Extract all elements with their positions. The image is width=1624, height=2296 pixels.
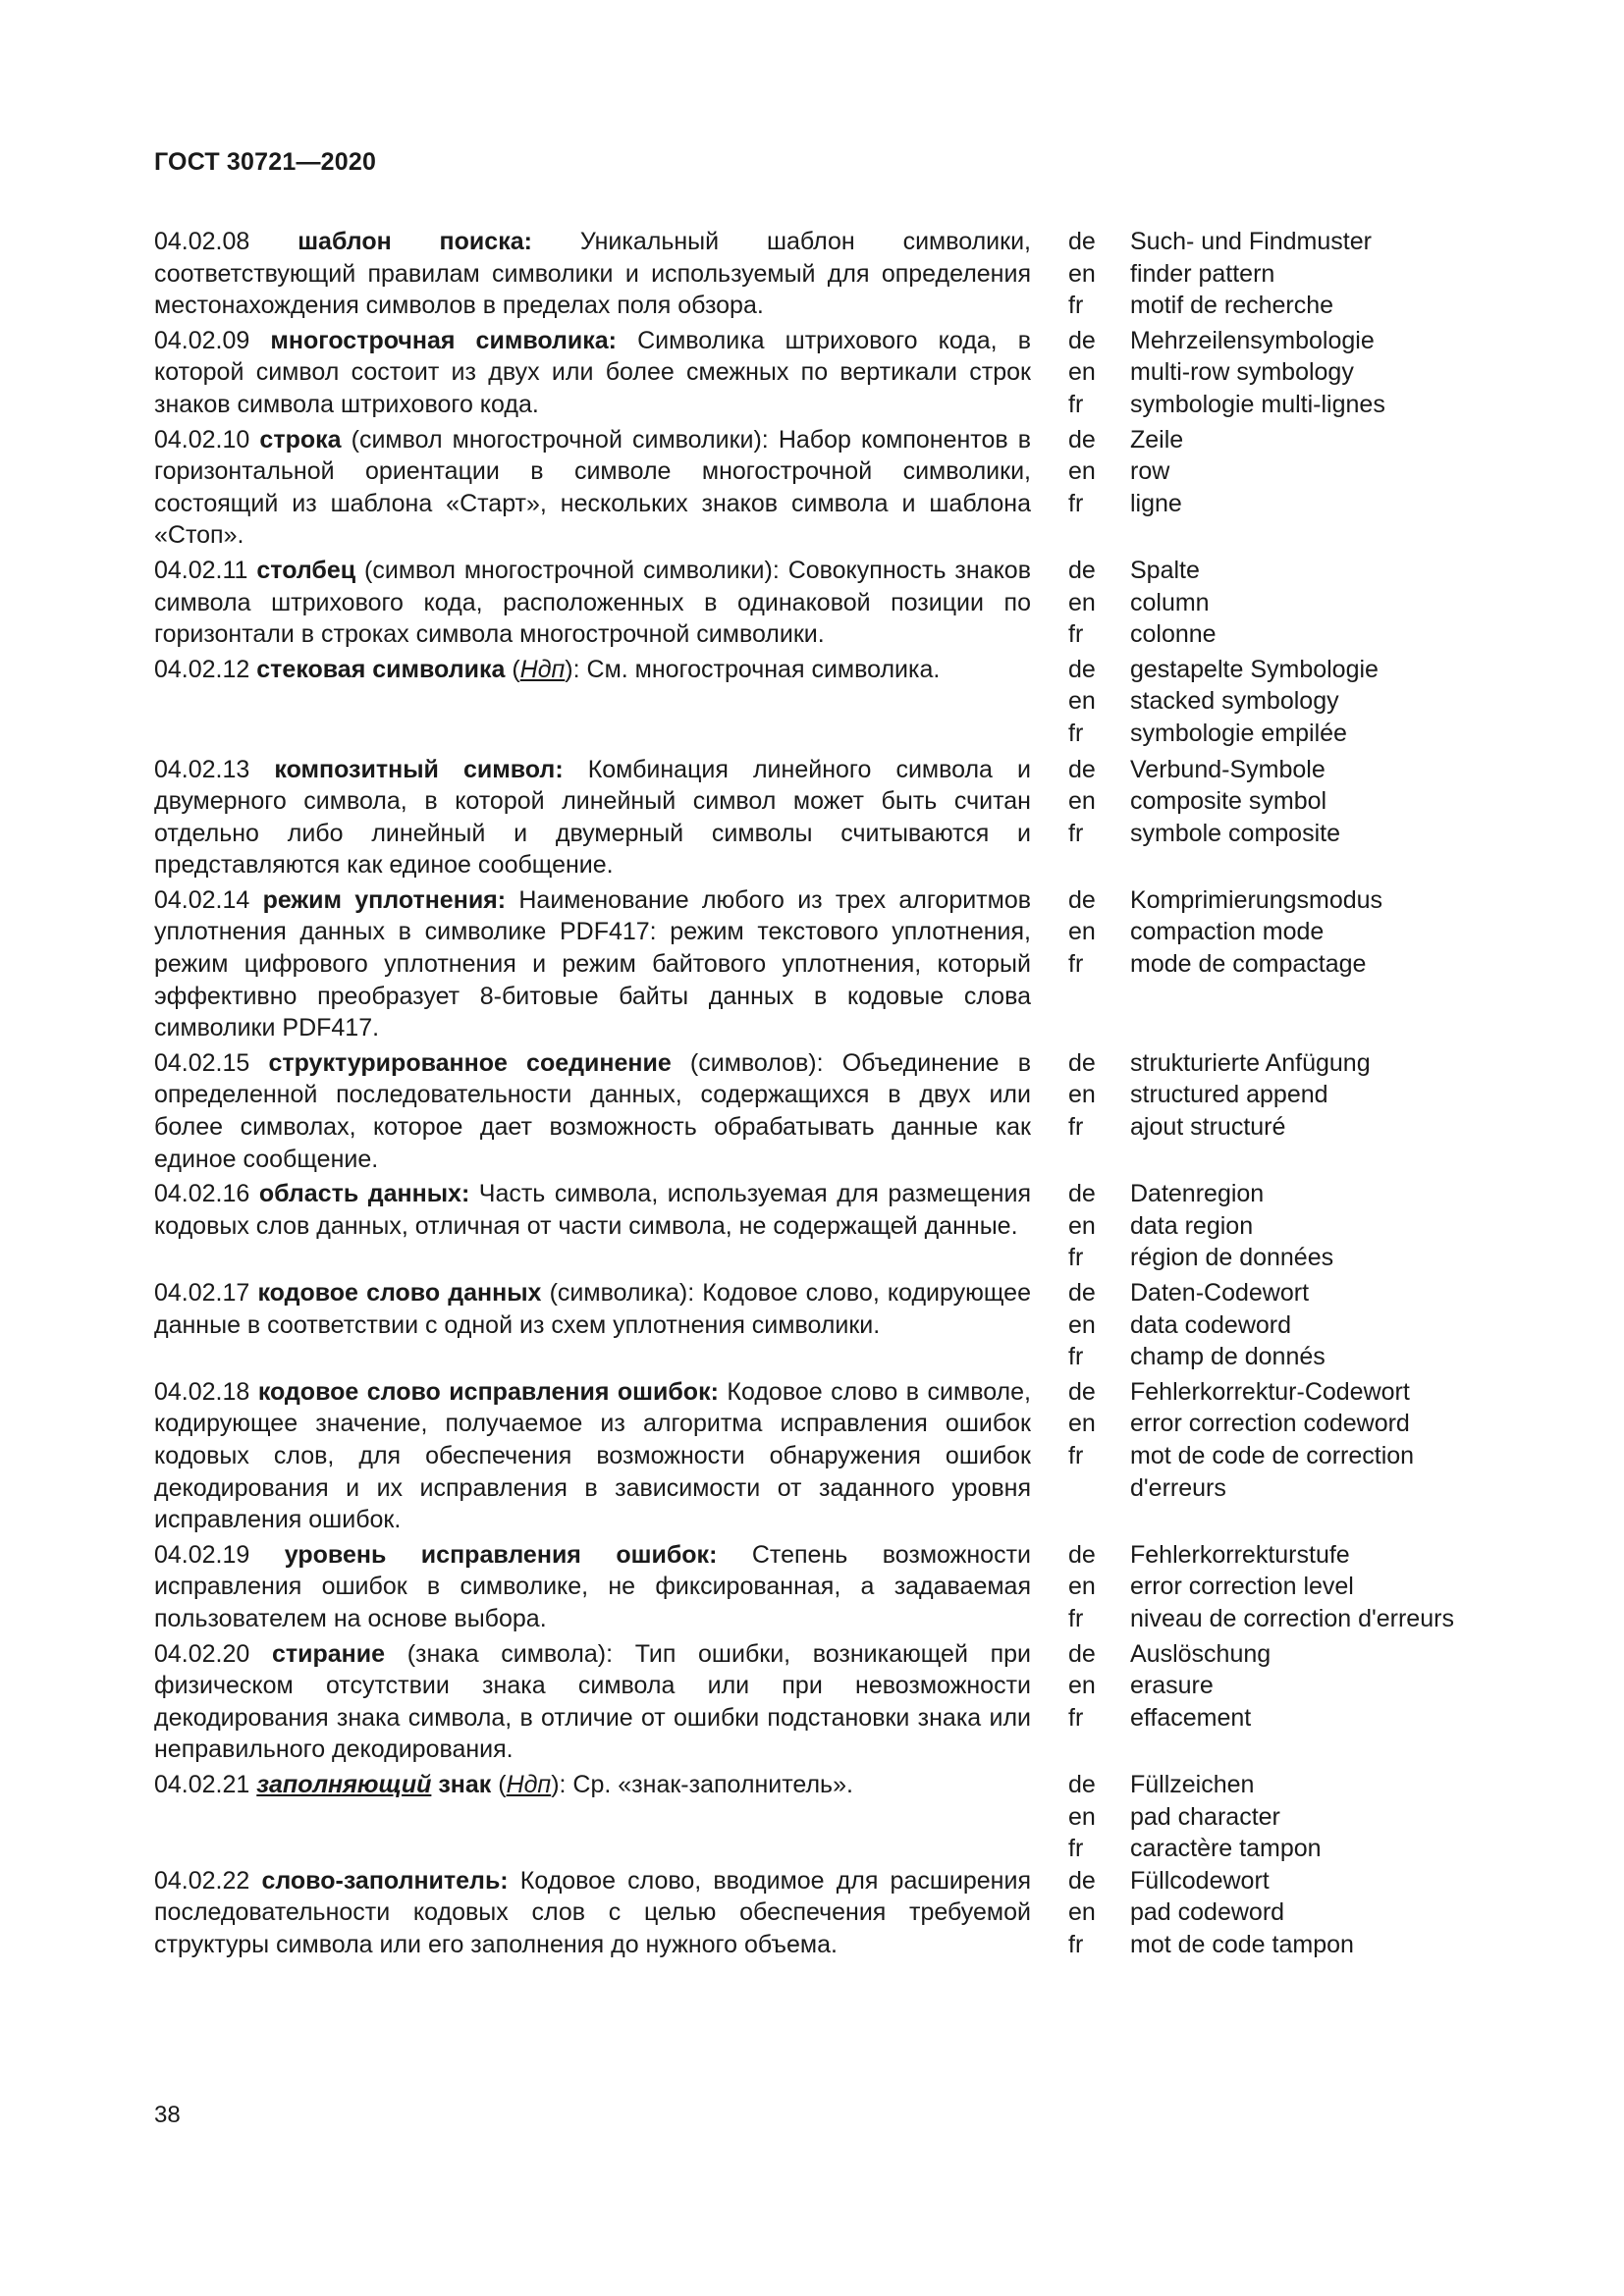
term-definition [154,1277,1031,1373]
term-entry [154,1865,1470,1961]
term-entry [154,226,1470,322]
term-en: multi-row symbology [1130,358,1354,387]
lang-code: en [1068,358,1096,387]
lang-code: fr [1068,1604,1084,1632]
lang-code: fr [1068,292,1084,320]
lang-code: de [1068,1048,1096,1077]
lang-code: en [1068,457,1096,486]
lang-code: en [1068,1211,1096,1240]
lang-code: de [1068,655,1096,683]
term-fr: motif de recherche [1130,292,1334,320]
term-number: 04.02.17 [154,1279,258,1307]
lang-code: de [1068,1377,1096,1406]
definition-text: (символика): Кодовое слово, кодирующее данные в соответствии с одной из схем уплотнения символики. [154,1279,1031,1339]
term-entry [154,884,1470,1044]
equivalents [1068,325,1470,421]
term-fr: mot de code de correction d'erreurs [1130,1441,1415,1502]
term-entry [154,1277,1470,1373]
lang-code: de [1068,1180,1096,1208]
lang-code: en [1068,787,1096,816]
lang-code: en [1068,1898,1096,1927]
term-number: 04.02.10 [154,425,260,454]
lang-code: en [1068,1672,1096,1700]
term-entry [154,654,1470,750]
term-definition [154,226,1031,322]
equivalents [1068,1769,1470,1865]
equivalents [1068,1539,1470,1635]
term-number: 04.02.09 [154,326,271,354]
term-entry [154,325,1470,421]
lang-code: en [1068,687,1096,716]
definition-text: Часть символа, используемая для размещения кодовых слов данных, отличная от части символа, не содержащей данные. [154,1180,1031,1240]
term-number: 04.02.18 [154,1377,258,1406]
term-definition [154,1769,1031,1865]
equivalents [1068,1178,1470,1274]
equivalents [1068,1865,1470,1961]
lang-code: de [1068,1279,1096,1307]
definition-text: Наименование любого из трех алгоритмов уплотнения данных в символике PDF417: режим текстового уплотнения, режим цифрового уплотнения и режим байтового уплотнения, который эффективно преобразует 8-битовые байты данных в кодовые слова символики PDF417. [154,885,1032,1042]
term-definition [154,1376,1031,1536]
equivalents [1068,654,1470,750]
definition-text: ( [505,655,520,683]
equivalents [1068,1376,1470,1536]
lang-code: en [1068,1081,1096,1109]
term-de: Such- und Findmuster [1130,228,1372,255]
lang-code: fr [1068,620,1084,649]
definition-text: ): Ср. «знак-заполнитель». [551,1770,853,1798]
lang-code: de [1068,1540,1096,1569]
term-title: область данных: [258,1180,470,1208]
term-fr: mode de compactage [1130,950,1367,979]
term-fr: région de données [1130,1244,1334,1272]
term-de: Komprimierungsmodus [1130,885,1383,914]
equivalents [1068,1277,1470,1373]
term-definition [154,654,1031,750]
term-fr: niveau de correction d'erreurs [1130,1604,1454,1632]
lang-code: fr [1068,489,1084,517]
term-de: Daten-Codewort [1130,1279,1310,1307]
term-definition [154,555,1031,651]
term-de: Fehlerkorrektur-Codewort [1130,1377,1410,1406]
term-en: pad codeword [1130,1898,1285,1927]
term-en: compaction mode [1130,918,1325,946]
term-number: 04.02.08 [154,228,298,255]
lang-code: fr [1068,1113,1084,1142]
lang-code: en [1068,1410,1096,1438]
lang-code: de [1068,755,1096,783]
term-title: стирание [271,1639,386,1668]
term-title: строка [259,425,342,454]
term-entry [154,555,1470,651]
term-title: слово-заполнитель: [261,1866,509,1895]
equivalents [1068,884,1470,1044]
term-definition [154,1638,1031,1766]
term-entry [154,1376,1470,1536]
term-title: композитный символ: [274,755,564,783]
definition-text: ( [491,1770,507,1798]
term-number: 04.02.22 [154,1866,262,1895]
lang-code: de [1068,885,1096,914]
equivalents [1068,754,1470,881]
term-de: Mehrzeilensymbologie [1130,326,1375,354]
definition-text: Комбинация линейного символа и двумерного символа, в которой линейный символ может быть считан отдельно либо линейный и двумерный символы считываются и представляются как единое сообщение. [154,755,1031,880]
term-entry [154,1178,1470,1274]
term-definition [154,754,1031,881]
definition-text: (знака символа): Тип ошибки, возникающей при физическом отсутствии знака символа или при невозможности декодирования знака символа, в отличие от ошибки подстановки знака или неправильного декодирования. [154,1639,1031,1764]
term-fr: caractère tampon [1130,1835,1322,1863]
term-title: шаблон поиска: [298,228,532,255]
lang-code: de [1068,1770,1096,1798]
lang-code: en [1068,1310,1096,1339]
term-title: многострочная символика: [270,326,617,354]
term-entry [154,1539,1470,1635]
term-en: stacked symbology [1130,687,1339,716]
lang-code: fr [1068,1441,1084,1469]
definition-text: Уникальный шаблон символики, соответствующий правилам символики и используемый для определения местонахождения символов в пределах поля обзора. [154,228,1031,320]
term-de: strukturierte Anfügung [1130,1048,1371,1077]
equivalents [1068,424,1470,552]
term-en: erasure [1130,1672,1214,1700]
definition-text: Кодовое слово, вводимое для расширения последовательности кодовых слов с целью обеспечения требуемой структуры символа или его заполнения до нужного объема. [154,1866,1031,1958]
lang-code: de [1068,1639,1096,1668]
term-number: 04.02.20 [154,1639,272,1668]
term-definition [154,325,1031,421]
lang-code: de [1068,425,1096,454]
term-entry [154,754,1470,881]
term-de: Füllzeichen [1130,1770,1255,1798]
term-definition [154,1539,1031,1635]
definition-text: (символов): Объединение в определенной последовательности данных, содержащихся в двух или более символах, которое дает возможность обрабатывать данные как единое сообщение. [154,1048,1031,1173]
term-title: уровень исправления ошибок: [284,1540,718,1569]
term-fr: ligne [1130,489,1182,517]
term-title: структурированное соединение [268,1048,672,1077]
term-number: 04.02.15 [154,1048,269,1077]
equivalents [1068,1638,1470,1766]
term-fr: colonne [1130,620,1217,649]
deprecated-tag: Ндп [519,655,566,683]
term-de: Zeile [1130,425,1184,454]
term-en: row [1130,457,1170,486]
term-title: заполняющий [256,1770,432,1798]
lang-code: fr [1068,1835,1084,1863]
term-list [154,226,1470,1961]
term-fr: symbologie multi-lignes [1130,390,1385,418]
equivalents [1068,1047,1470,1175]
term-en: column [1130,588,1210,616]
lang-code: fr [1068,950,1084,979]
lang-code: en [1068,588,1096,616]
term-de: Spalte [1130,556,1200,584]
lang-code: fr [1068,1244,1084,1272]
term-fr: ajout structuré [1130,1113,1286,1142]
term-title: знак [431,1770,492,1798]
term-fr: symbologie empilée [1130,719,1347,747]
term-fr: effacement [1130,1703,1252,1732]
lang-code: en [1068,1573,1096,1601]
term-de: Auslöschung [1130,1639,1272,1668]
term-en: data codeword [1130,1310,1292,1339]
term-definition [154,1865,1031,1961]
lang-code: fr [1068,1703,1084,1732]
term-en: composite symbol [1130,787,1327,816]
term-en: finder pattern [1130,259,1275,288]
page-number: 38 [154,2102,181,2128]
lang-code: fr [1068,390,1084,418]
lang-code: fr [1068,719,1084,747]
term-definition [154,884,1031,1044]
term-title: кодовое слово данных [257,1279,542,1307]
term-title: стековая символика [256,655,506,683]
term-entry [154,1047,1470,1175]
term-entry [154,1769,1470,1865]
term-entry [154,424,1470,552]
term-de: Füllcodewort [1130,1866,1270,1895]
definition-text: ): См. многострочная символика. [565,655,941,683]
term-definition [154,1047,1031,1175]
definition-text: Символика штрихового кода, в которой символ состоит из двух или более смежных по вертикали строк знаков символа штрихового кода. [154,326,1031,418]
lang-code: de [1068,326,1096,354]
term-fr: symbole composite [1130,819,1340,847]
definition-text: Кодовое слово в символе, кодирующее значение, получаемое из алгоритма исправления ошибок кодовых слов, для обеспечения возможности обнаружения ошибок декодирования и их исправления в зависимости от заданного уровня исправления ошибок. [154,1377,1031,1534]
term-en: error correction codeword [1130,1410,1410,1438]
deprecated-tag: Ндп [506,1770,552,1798]
equivalents [1068,555,1470,651]
term-de: Fehlerkorrekturstufe [1130,1540,1350,1569]
lang-code: fr [1068,819,1084,847]
term-number: 04.02.13 [154,755,275,783]
document-header: ГОСТ 30721—2020 [154,148,377,176]
lang-code: en [1068,1802,1096,1831]
term-en: error correction level [1130,1573,1354,1601]
term-definition [154,1178,1031,1274]
term-definition [154,424,1031,552]
lang-code: en [1068,918,1096,946]
definition-text: (символ многострочной символики): Набор компонентов в горизонтальной ориентации в символе многострочной символики, состоящий из шаблона «Старт», нескольких знаков символа и шаблона «Стоп». [154,425,1032,550]
lang-code: de [1068,228,1096,255]
lang-code: fr [1068,1343,1084,1371]
lang-code: de [1068,556,1096,584]
equivalents [1068,226,1470,322]
term-number: 04.02.21 [154,1770,257,1798]
term-entry [154,1638,1470,1766]
definition-text: Степень возможности исправления ошибок в символике, не фиксированная, а задаваемая пользователем на основе выбора. [154,1540,1031,1632]
term-de: gestapelte Symbologie [1130,655,1379,683]
term-de: Datenregion [1130,1180,1265,1208]
term-number: 04.02.11 [154,556,257,584]
term-fr: mot de code tampon [1130,1930,1354,1958]
term-en: data region [1130,1211,1254,1240]
term-title: столбец [256,556,356,584]
term-number: 04.02.12 [154,655,257,683]
term-number: 04.02.14 [154,885,263,914]
lang-code: de [1068,1866,1096,1895]
term-number: 04.02.19 [154,1540,285,1569]
definition-text: (символ многострочной символики): Совокупность знаков символа штрихового кода, расположенных в одинаковой позиции по горизонтали в строках символа многострочной символики. [154,556,1031,649]
term-title: кодовое слово исправления ошибок: [257,1377,719,1406]
term-de: Verbund-Symbole [1130,755,1326,783]
lang-code: fr [1068,1930,1084,1958]
lang-code: en [1068,259,1096,288]
term-title: режим уплотнения: [262,885,507,914]
term-fr: champ de donnés [1130,1343,1326,1371]
term-en: structured append [1130,1081,1328,1109]
term-en: pad character [1130,1802,1280,1831]
term-number: 04.02.16 [154,1180,259,1208]
